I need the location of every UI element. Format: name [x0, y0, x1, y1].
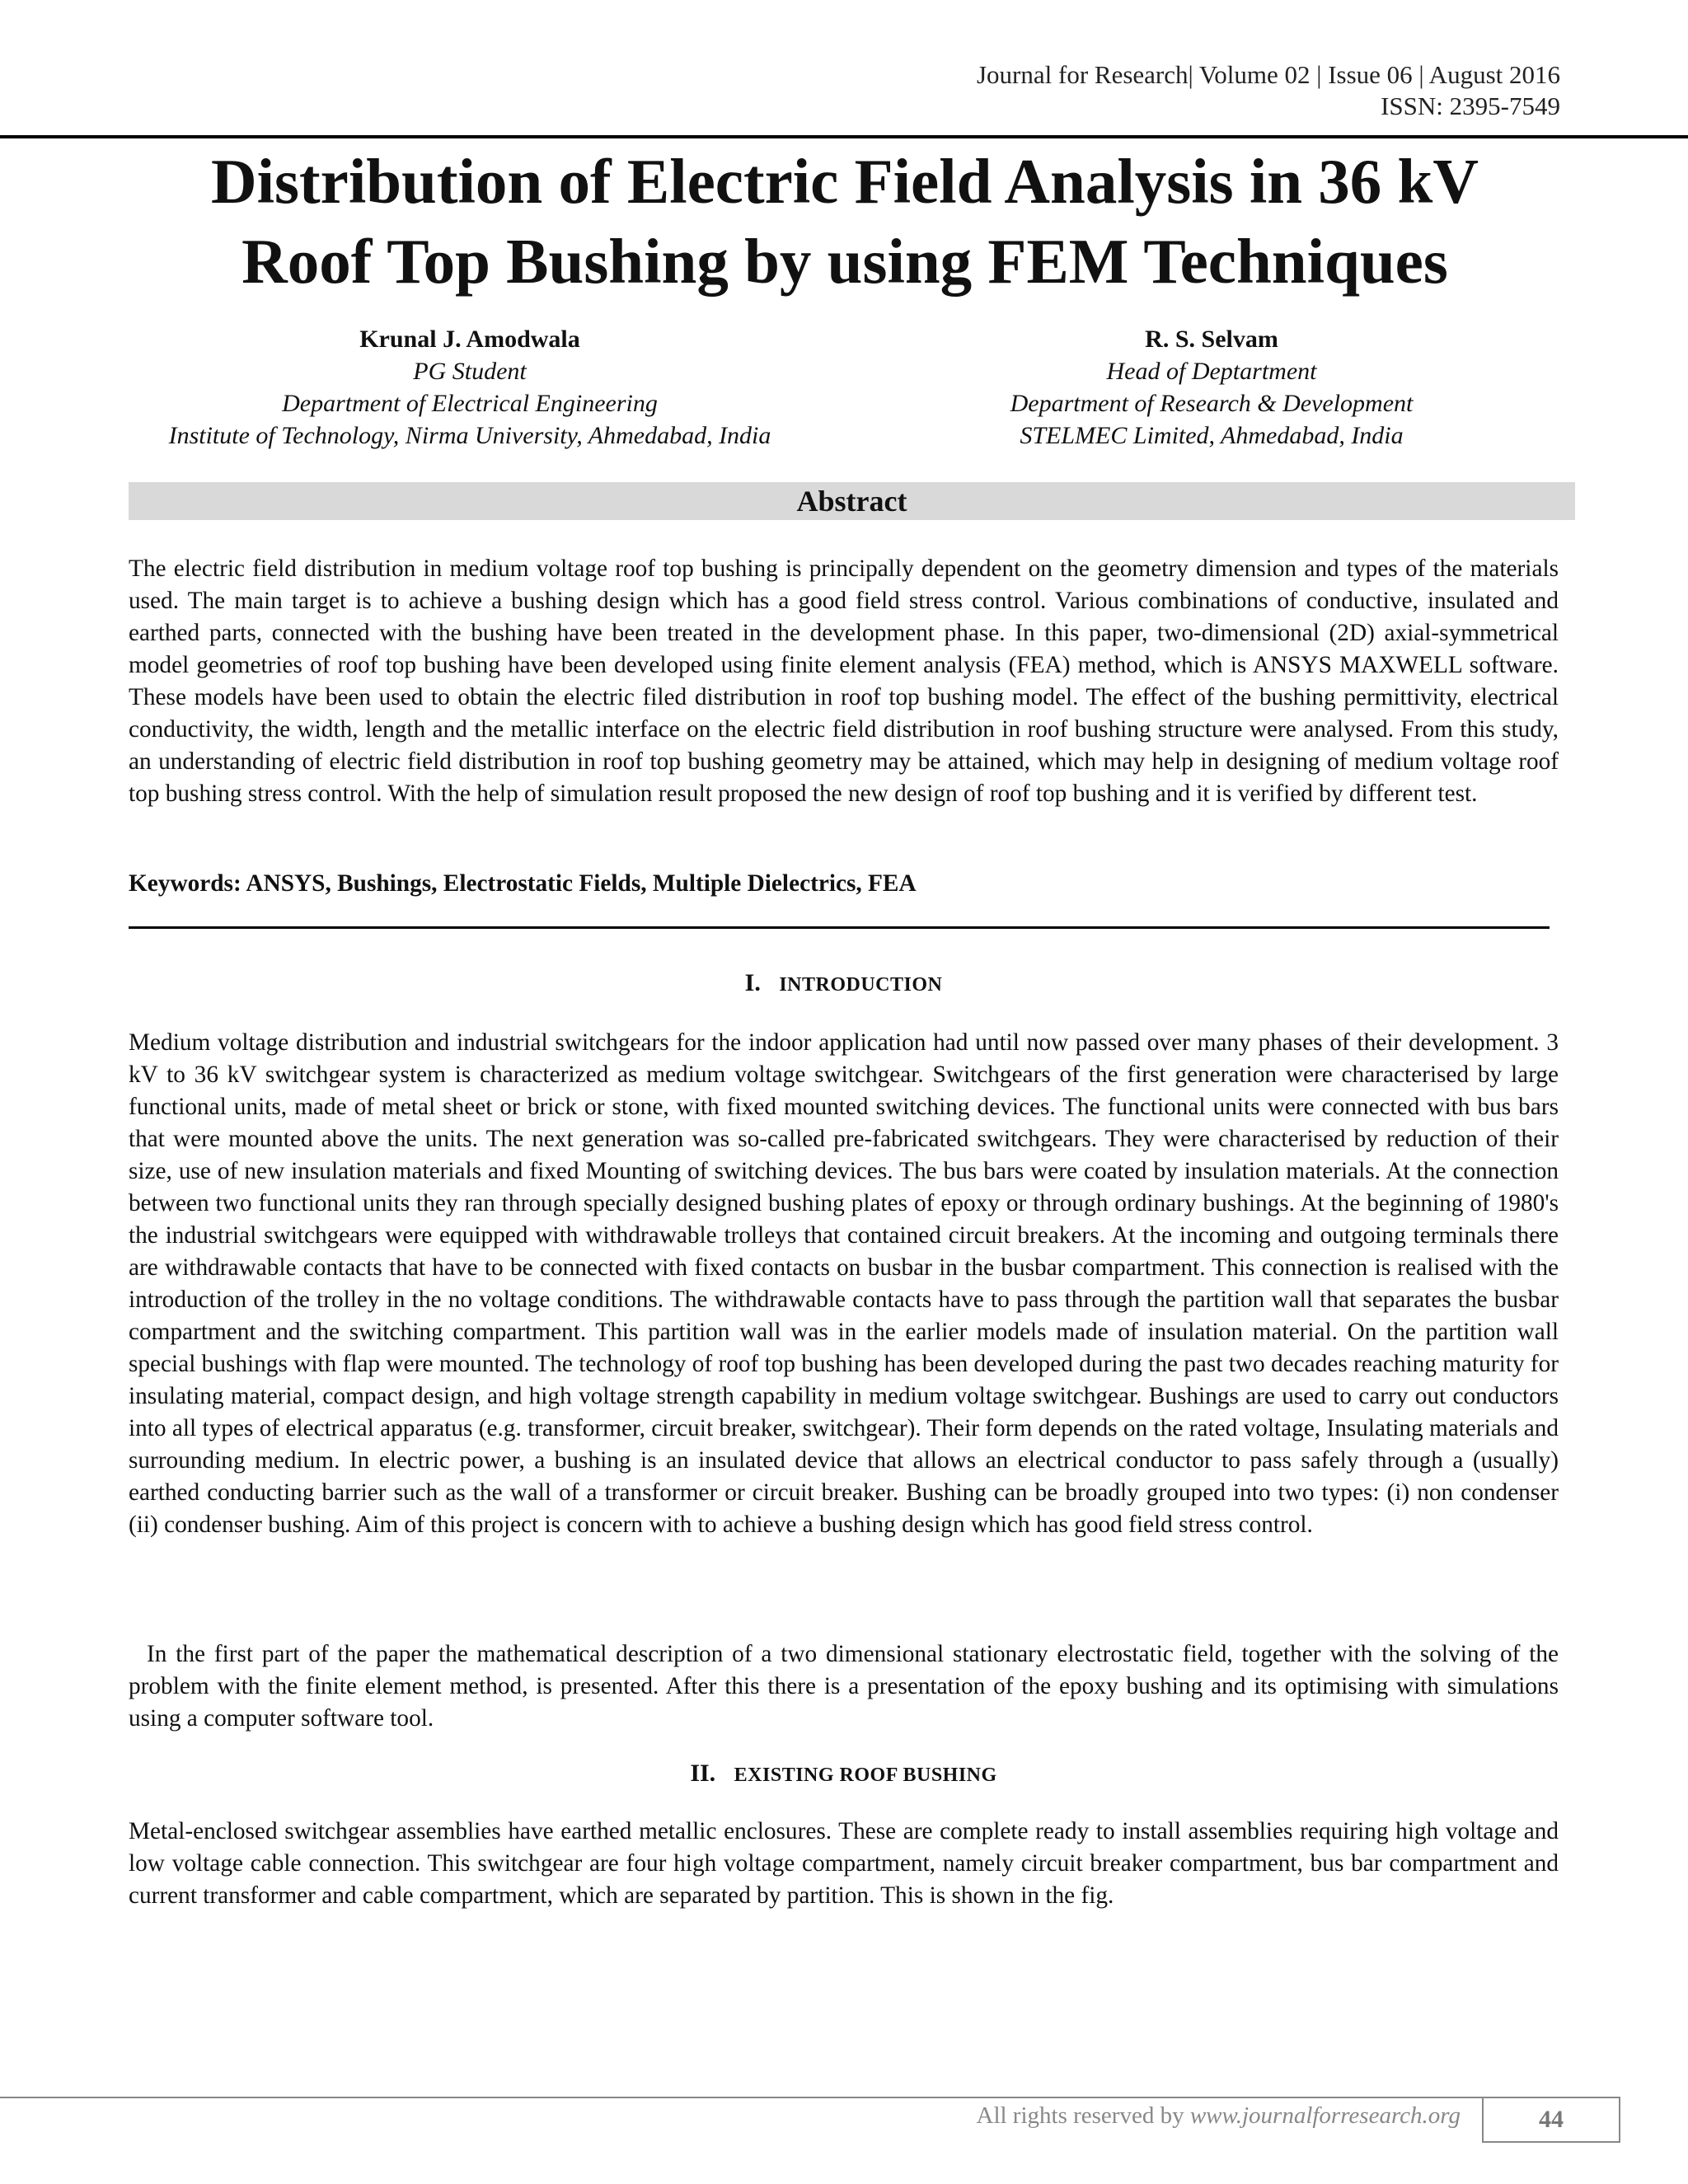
existing-bushing-paragraph: Metal-enclosed switchgear assemblies have earthed metallic enclosures. These are complete ready to install assemblies requiring high voltage and low voltage cable connection. This switchgear are four high voltage compartment, namely circuit breaker compartment, bus bar compartment and current transformer and cable compartment, which are separated by partition. This is shown in the fig. — [129, 1818, 1559, 1909]
section-title: INTRODUCTION — [779, 974, 943, 996]
author-department: Department of Electrical Engineering — [282, 390, 658, 417]
footer-rights — [742, 2101, 1461, 2130]
author-role: Head of Deptartment — [1106, 358, 1317, 385]
abstract-heading: Abstract — [796, 485, 907, 518]
author-role: PG Student — [413, 358, 527, 385]
header-divider — [0, 135, 1688, 138]
keywords-divider — [129, 926, 1550, 929]
title-line-2: Roof Top Bushing by using FEM Techniques — [241, 226, 1448, 297]
journal-info: Journal for Research| Volume 02 | Issue 06 | August 2016 — [976, 60, 1560, 89]
journal-header — [818, 59, 1560, 122]
author-affiliation: Institute of Technology, Nirma University, Ahmedabad, India — [168, 422, 771, 449]
author-affiliation: STELMEC Limited, Ahmedabad, India — [1020, 422, 1404, 449]
author-1 — [107, 323, 832, 452]
paper-title — [82, 142, 1607, 302]
section-heading-introduction — [129, 968, 1559, 1001]
footer-divider — [0, 2097, 1482, 2098]
page-number: 44 — [1539, 2106, 1564, 2133]
section-number: I. — [744, 969, 761, 996]
keywords: Keywords: ANSYS, Bushings, Electrostatic Fields, Multiple Dielectrics, FEA — [129, 870, 917, 897]
author-department: Department of Research & Development — [1010, 390, 1414, 417]
website-link[interactable]: www.journalforresearch.org — [1189, 2102, 1461, 2129]
abstract-text: The electric field distribution in medium voltage roof top bushing is principally dependent on the geometry dimension and types of the materials used. The main target is to achieve a bushing design which has a good field stress control. Various combinations of conductive, insulated and earthed parts, connected with the bushing have been treated in the development phase. In this paper, two-dimensional (2D) axial-symmetrical model geometries of roof top bushing have been developed using finite element analysis (FEA) method, which is ANSYS MAXWELL software. These models have been used to obtain the electric filed distribution in roof top bushing model. The effect of the bushing permittivity, electrical conductivity, the width, length and the metallic interface on the electric field distribution in roof bushing structure were analysed. From this study, an understanding of electric field distribution in roof top bushing geometry may be attained, which may help in designing of medium voltage roof top bushing stress control. With the help of simulation result proposed the new design of roof top bushing and it is verified by different test. — [129, 555, 1559, 807]
author-name: R. S. Selvam — [1145, 326, 1278, 353]
section-title: EXISTING ROOF BUSHING — [734, 1765, 997, 1786]
author-2 — [907, 323, 1517, 452]
title-line-1: Distribution of Electric Field Analysis in 36 kV — [211, 146, 1479, 217]
intro-paragraph-2: In the first part of the paper the mathematical description of a two dimensional stationary electrostatic field, together with the solving of the problem with the finite element method, is presented. After this there is a presentation of the epoxy bushing and its optimising with simulations using a computer software tool. — [129, 1641, 1559, 1732]
rights-text: All rights reserved by — [976, 2102, 1184, 2129]
intro-paragraph-1: Medium voltage distribution and industrial switchgears for the indoor application had until now passed over many phases of their development. 3 kV to 36 kV switchgear system is characterized as medium voltage switchgear. Switchgears of the first generation were characterised by large functional units, made of metal sheet or brick or stone, with fixed mounted switching devices. The functional units were connected with bus bars that were mounted above the units. The next generation was so-called pre-fabricated switchgears. They were characterised by reduction of their size, use of new insulation materials and fixed Mounting of switching devices. The bus bars were coated by insulation materials. At the connection between two functional units they ran through specially designed bushing plates of epoxy or through ordinary bushings. At the beginning of 1980's the industrial switchgears were equipped with withdrawable trolleys that contained circuit breakers. At the incoming and outgoing terminals there are withdrawable contacts that have to be connected with fixed contacts on busbar in the busbar compartment. This connection is realised with the introduction of the trolley in the no voltage conditions. The withdrawable contacts have to pass through the partition wall that separates the busbar compartment and the switching compartment. This partition wall was in the earlier models made of insulation material. On the partition wall special bushings with flap were mounted. The technology of roof top bushing has been developed during the past two decades reaching maturity for insulating material, compact design, and high voltage strength capability in medium voltage switchgear. Bushings are used to carry out conductors into all types of electrical apparatus (e.g. transformer, circuit breaker, switchgear). Their form depends on the rated voltage, Insulating materials and surrounding medium. In electric power, a bushing is an insulated device that allows an electrical conductor to pass safely through a (usually) earthed conducting barrier such as the wall of a transformer or circuit breaker. Bushing can be broadly grouped into two types: (i) non condenser (ii) condenser bushing. Aim of this project is concern with to achieve a bushing design which has good field stress control. — [129, 1029, 1559, 1538]
section-heading-existing-roof-bushing — [129, 1758, 1559, 1791]
section-number: II. — [690, 1760, 716, 1787]
author-name: Krunal J. Amodwala — [359, 326, 580, 353]
issn: ISSN: 2395-7549 — [1381, 91, 1560, 120]
